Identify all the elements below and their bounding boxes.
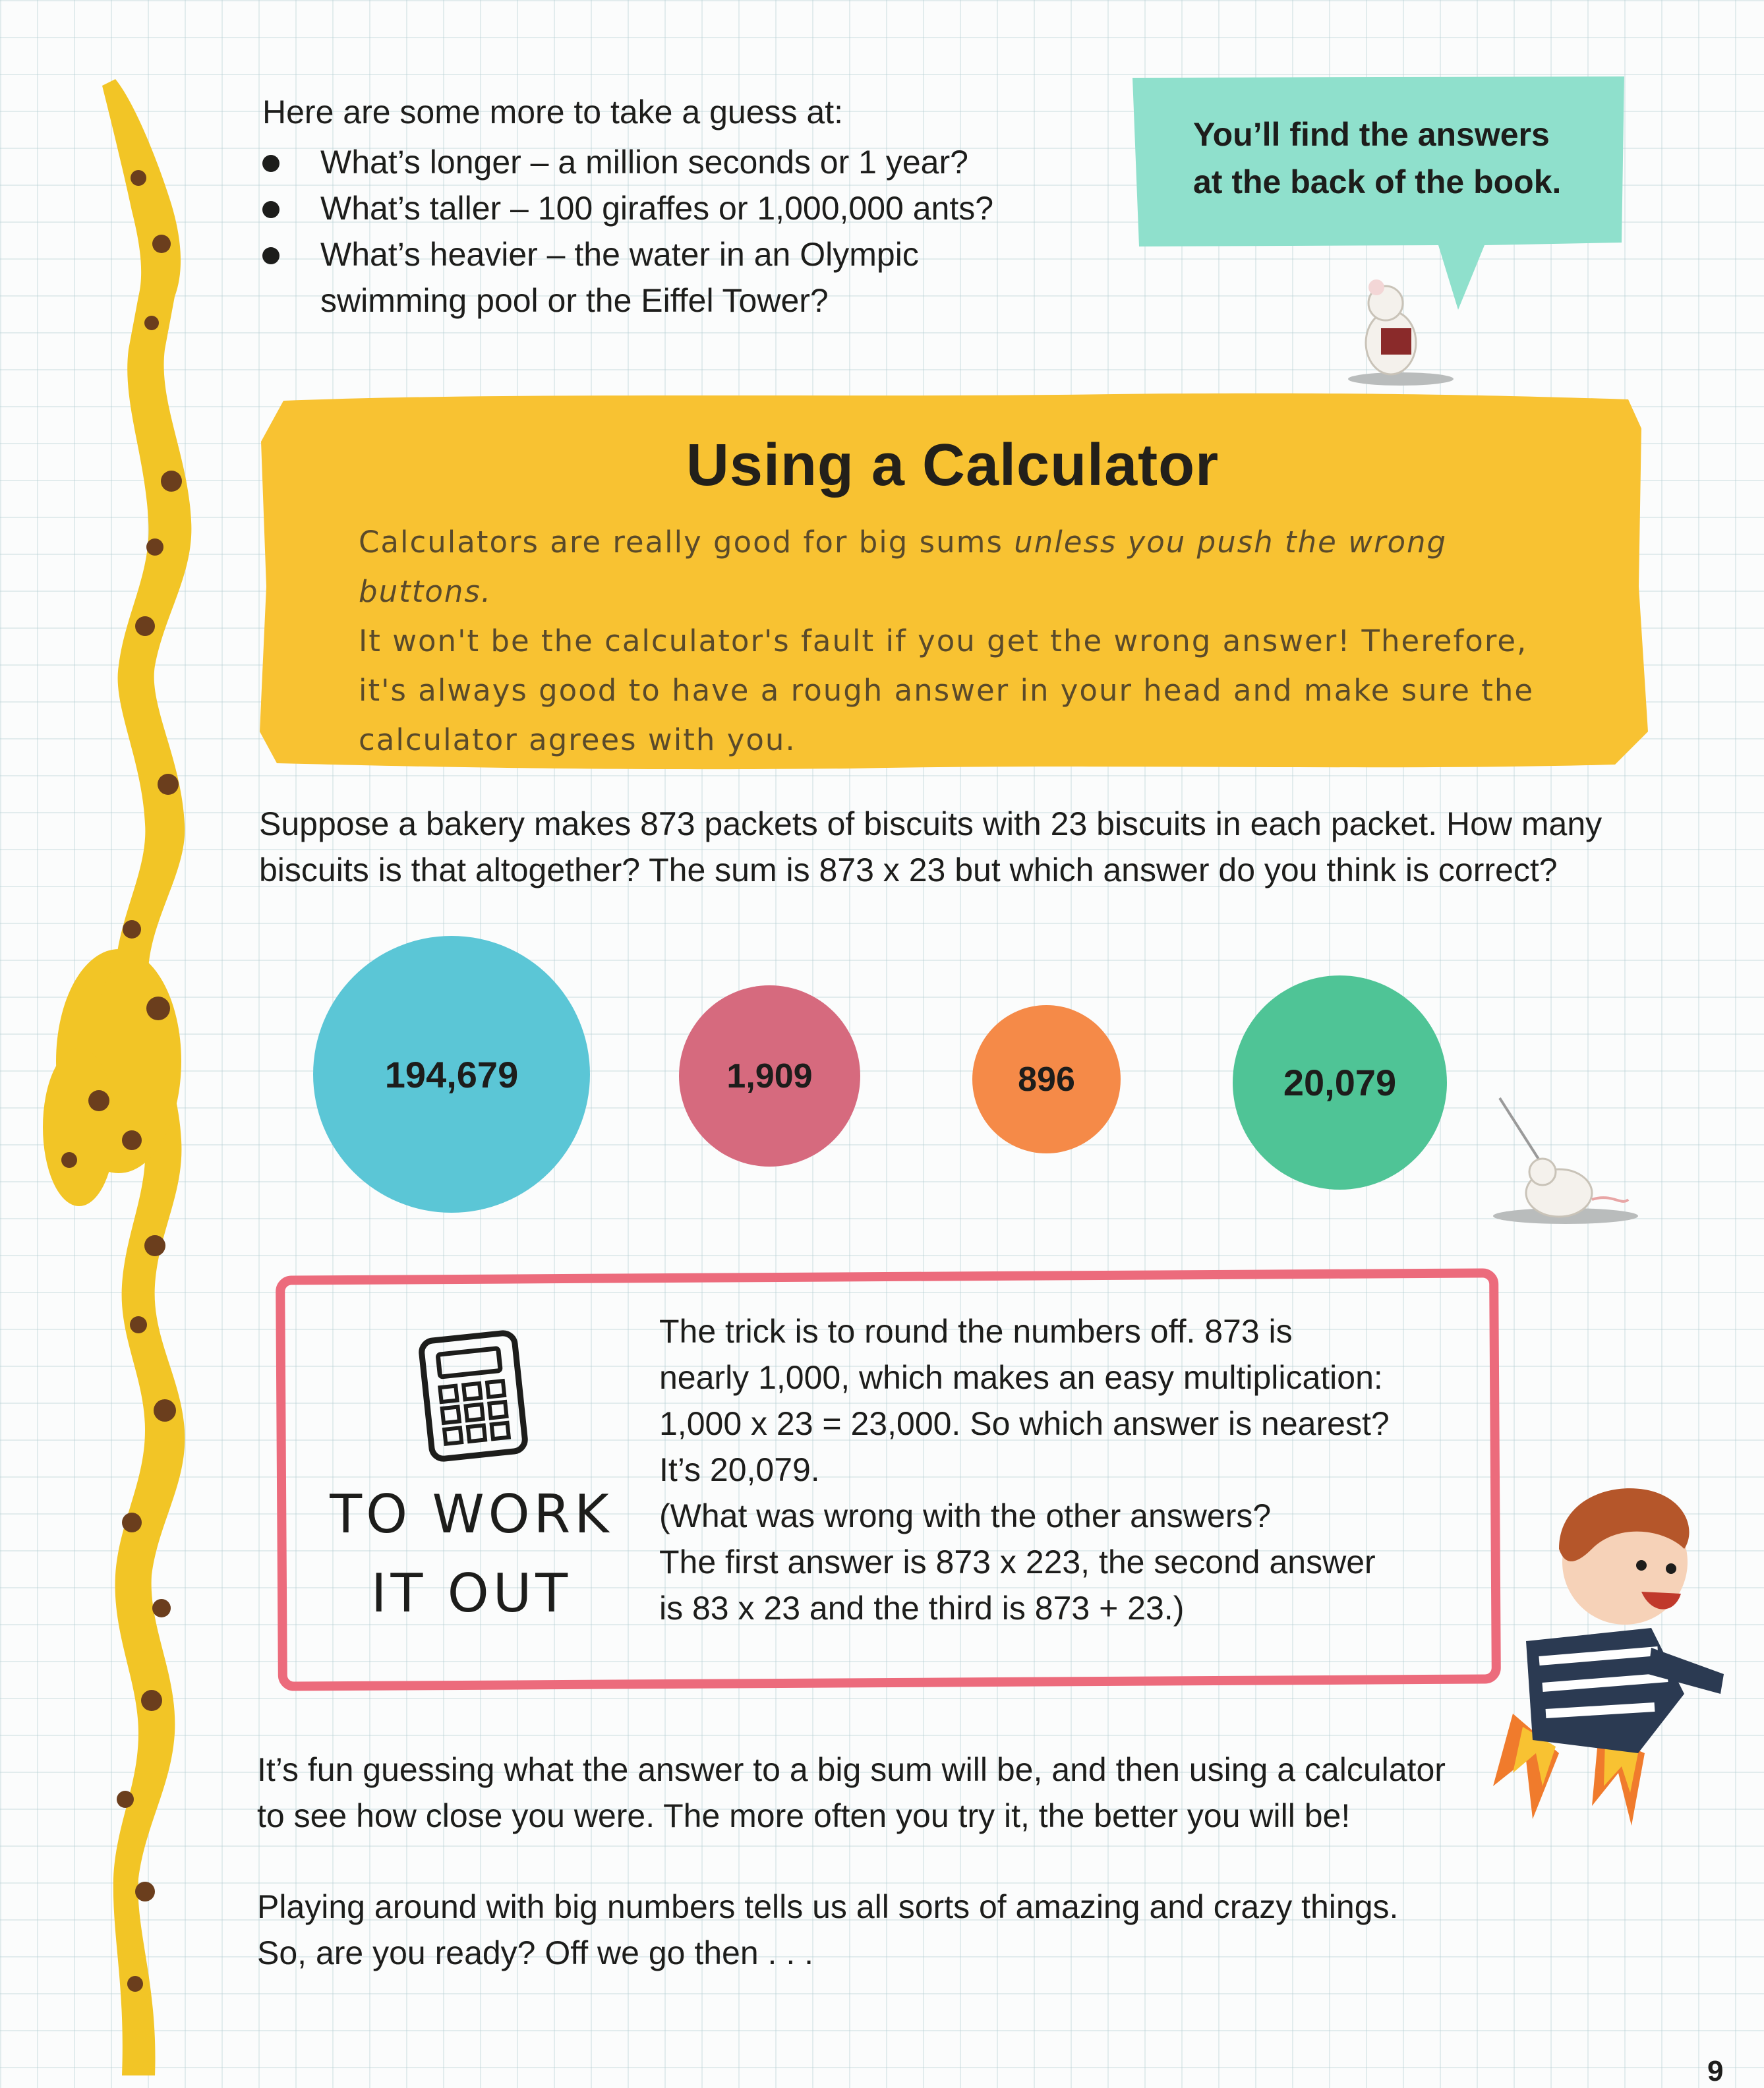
giraffe-stack-illustration xyxy=(40,72,211,2075)
mouse-with-pointer-illustration xyxy=(1486,1094,1638,1232)
bakery-question: Suppose a bakery makes 873 packets of biscuits with 23 biscuits in each packet. How many biscuits is that altogether? The sum is 873 x 23 but which answer do you think is correct? xyxy=(259,805,1602,888)
answer-circle: 896 xyxy=(972,1005,1121,1153)
answer-circle: 194,679 xyxy=(313,936,590,1213)
reading-mouse-illustration xyxy=(1345,270,1457,389)
page-number: 9 xyxy=(1707,2055,1724,2087)
bullet-icon xyxy=(262,201,279,218)
calculator-explanation: Calculators are really good for big sums unless you push the wrong buttons. It won't be the calculator's fault if you get the wrong answer! Therefore, it's always good to have a rough answer in your head and make sure the calculator agrees with you. xyxy=(359,525,1535,757)
bullet-icon xyxy=(262,155,279,172)
guess-list xyxy=(262,139,1119,324)
answer-circle: 20,079 xyxy=(1233,975,1447,1190)
closing-paragraph: Playing around with big numbers tells us all sorts of amazing and crazy things. So, are you ready? Off we go then . . . xyxy=(257,1888,1399,1971)
guess-intro xyxy=(262,89,1119,324)
guess-lead: Here are some more to take a guess at: xyxy=(262,94,843,130)
closing-paragraph: It’s fun guessing what the answer to a big sum will be, and then using a calculator to see how close you were. The more often you try it, the better you will be! xyxy=(257,1751,1446,1834)
work-it-out-explanation: The trick is to round the numbers off. 873 is nearly 1,000, which makes an easy multiplication: 1,000 x 23 = 23,000. So which answer is nearest? It’s 20,079. (What was wrong with the other answers? The first answer is 873 x 223, the second answer is 83 x 23 and the third is 873 + 23.) xyxy=(659,1313,1390,1627)
bullet-icon xyxy=(262,247,279,264)
guess-item: What’s taller – 100 giraffes or 1,000,000 ants? xyxy=(262,185,1119,231)
calculator-icon xyxy=(417,1330,529,1462)
section-title: Using a Calculator xyxy=(686,432,1220,498)
guess-item-continued: swimming pool or the Eiffel Tower? xyxy=(320,282,829,319)
guess-item: What’s heavier – the water in an Olympic xyxy=(262,231,1119,277)
answer-circle: 1,909 xyxy=(679,985,860,1167)
guess-item: What’s longer – a million seconds or 1 year? xyxy=(262,139,1119,185)
speech-bubble-text: You’ll find the answers at the back of the book. xyxy=(1193,116,1562,200)
work-it-out-label: TO WORK IT OUT xyxy=(330,1484,613,1624)
rocket-boy-illustration xyxy=(1486,1476,1737,1832)
